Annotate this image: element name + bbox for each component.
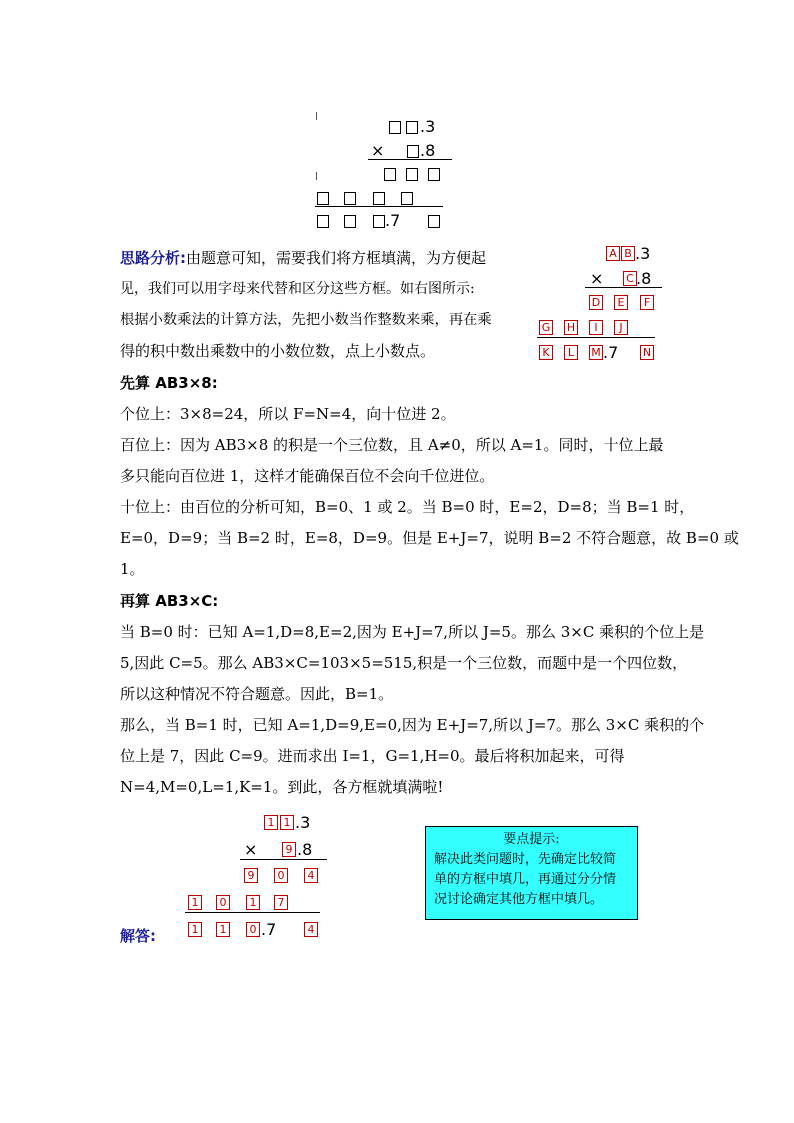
blank-box [389, 121, 401, 134]
letter-box: H [564, 320, 578, 335]
rule-line [240, 859, 327, 860]
analysis-line-4: 得的积中数出乘数中的小数位数，点上小数点。 [120, 342, 436, 360]
letter-box: I [589, 320, 603, 335]
rule-line [315, 206, 443, 207]
step2-line: 5,因此 C=5。那么 AB3×C=103×5=515,积是一个三位数，而题中是一个四位数， [120, 654, 688, 672]
row5-suffix: .7 [385, 211, 401, 230]
blank-box [406, 168, 418, 181]
blank-box [401, 192, 413, 205]
step1-line: 多只能向百位进 1，这样才能确保百位不会向千位进位。 [120, 467, 495, 485]
step2-heading: 再算 AB3×C: [120, 592, 219, 610]
letter-box: C [623, 271, 637, 286]
analysis-text: 由题意可知，需要我们将方框填满，为方便起 [186, 249, 487, 267]
step2-line: 那么，当 B=1 时，已知 A=1,D=9,E=0,因为 E+J=7,所以 J=7。那么 3×C 乘积的个 [120, 716, 705, 734]
answer-row1-suffix: .3 [295, 813, 311, 832]
analysis-line-1 [120, 248, 486, 268]
letter-box: K [539, 345, 553, 360]
answer-box: 1 [216, 922, 230, 937]
letter-box: F [640, 295, 654, 310]
letter-box: M [589, 345, 603, 360]
letter-row5-suffix: .7 [603, 343, 619, 362]
margin-tick [316, 172, 317, 180]
blank-box [344, 192, 356, 205]
answer-row5-suffix: .7 [261, 920, 277, 939]
tip-title: 要点提示: [503, 832, 560, 847]
answer-box: 0 [246, 922, 260, 937]
letter-box: L [564, 345, 578, 360]
analysis-line-3: 根据小数乘法的计算方法，先把小数当作整数来乘，再在乘 [120, 312, 492, 328]
row2-suffix: .8 [420, 141, 436, 160]
step2-line: N=4,M=0,L=1,K=1。到此，各方框就填满啦! [120, 778, 444, 796]
answer-box: 9 [244, 868, 258, 883]
letter-box: J [614, 320, 628, 335]
tip-line: 单的方框中填几，再通过分分情 [434, 872, 617, 887]
blank-box [407, 145, 419, 158]
answer-box: 1 [246, 895, 260, 910]
letter-box: A [606, 246, 620, 261]
step2-line: 当 B=0 时：已知 A=1,D=8,E=2,因为 E+J=7,所以 J=5。那么 3×C 乘积的个位上是 [120, 623, 705, 641]
step2-line: 位上是 7，因此 C=9。进而求出 I=1，G=1,H=0。最后将积加起来，可得 [120, 747, 625, 765]
answer-box: 4 [304, 868, 318, 883]
rule-line [368, 159, 452, 160]
blank-box [384, 168, 396, 181]
step1-line: 十位上：由百位的分析可知，B=0、1 或 2。当 B=0 时，E=2，D=8；当 B=1 时， [120, 498, 695, 516]
letter-box: E [614, 295, 628, 310]
step2-line: 所以这种情况不符合题意。因此，B=1。 [120, 685, 394, 703]
blank-box [373, 215, 385, 228]
row1-suffix: .3 [420, 117, 436, 136]
tip-line: 解决此类问题时，先确定比较简 [434, 852, 617, 867]
tip-line: 况讨论确定其他方框中填几。 [434, 892, 604, 907]
letter-times-sign: × [590, 269, 604, 288]
rule-line [185, 912, 320, 913]
letter-box: N [640, 345, 654, 360]
letter-row2-suffix: .8 [636, 269, 652, 288]
blank-box [428, 168, 440, 181]
blank-box [428, 215, 440, 228]
step1-heading: 先算 AB3×8: [120, 374, 218, 392]
letter-row1-suffix: .3 [635, 244, 651, 263]
blank-box [373, 192, 385, 205]
answer-box: 9 [282, 842, 296, 857]
margin-tick [316, 112, 317, 120]
answer-box: 1 [188, 922, 202, 937]
rule-line [585, 287, 662, 288]
answer-box: 4 [304, 922, 318, 937]
letter-box: D [589, 295, 603, 310]
answer-box: 1 [280, 815, 294, 830]
letter-box: B [621, 246, 635, 261]
analysis-line-2: 见，我们可以用字母来代替和区分这些方框。如右图所示: [120, 281, 475, 297]
analysis-heading: 思路分析: [120, 249, 186, 267]
answer-label: 解答: [120, 927, 156, 945]
blank-box [317, 192, 329, 205]
blank-box [317, 215, 329, 228]
answer-row2-suffix: .8 [297, 840, 313, 859]
blank-box [406, 121, 418, 134]
times-sign: × [371, 141, 385, 160]
step1-line: 个位上：3×8=24，所以 F=N=4，向十位进 2。 [120, 405, 456, 423]
answer-times-sign: × [244, 840, 258, 859]
letter-box: G [539, 320, 553, 335]
answer-box: 0 [274, 868, 288, 883]
rule-line [537, 337, 655, 338]
tip-box [425, 826, 638, 920]
answer-box: 7 [274, 895, 288, 910]
step1-line: 百位上：因为 AB3×8 的积是一个三位数，且 A≠0，所以 A=1。同时，十位上最 [120, 436, 664, 454]
answer-box: 0 [216, 895, 230, 910]
step1-line: 1。 [120, 560, 145, 578]
answer-box: 1 [188, 895, 202, 910]
blank-box [344, 215, 356, 228]
answer-box: 1 [264, 815, 278, 830]
step1-line: E=0，D=9；当 B=2 时，E=8，D=9。但是 E+J=7，说明 B=2 不符合题意，故 B=0 或 [120, 529, 739, 547]
